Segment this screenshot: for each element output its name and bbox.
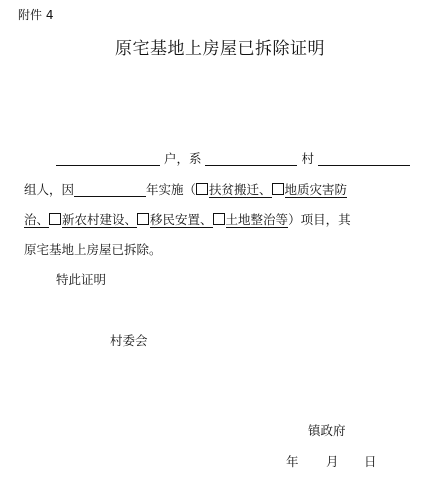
checkbox-fupin[interactable] xyxy=(196,183,208,195)
option-tudi: 土地整治等 xyxy=(225,212,289,227)
date-day: 日 xyxy=(364,454,377,469)
zu-yin-text: 组人，因 xyxy=(24,182,75,197)
cun-text: 村 xyxy=(301,151,314,166)
option-dizhi: 地质灾害防 xyxy=(284,182,348,197)
body-line-2 xyxy=(24,181,347,199)
option-xinnongcun: 新农村建设、 xyxy=(62,212,138,227)
option-dizhi-cont: 治、 xyxy=(24,212,50,227)
date-month: 月 xyxy=(326,454,339,469)
checkbox-tudi[interactable] xyxy=(213,213,225,225)
checkbox-xinnongcun[interactable] xyxy=(49,213,61,225)
date-year: 年 xyxy=(286,454,299,469)
village-name-blank[interactable] xyxy=(205,151,297,166)
year-blank[interactable] xyxy=(74,182,146,197)
body-line-4: 原宅基地上房屋已拆除。 xyxy=(24,242,162,257)
hu-text: 户，系 xyxy=(163,151,202,166)
body-line-1 xyxy=(56,150,410,168)
nian-shishi-text: 年实施（ xyxy=(146,182,197,197)
town-government-label: 镇政府 xyxy=(308,423,346,438)
body-line-3 xyxy=(24,211,351,229)
checkbox-dizhi[interactable] xyxy=(272,183,284,195)
village-committee-label: 村委会 xyxy=(110,333,148,348)
xiangmu-text: ）项目，其 xyxy=(288,212,351,227)
option-yimin: 移民安置、 xyxy=(150,212,213,227)
group-blank[interactable] xyxy=(318,151,410,166)
certify-text: 特此证明 xyxy=(56,272,107,287)
document-title: 原宅基地上房屋已拆除证明 xyxy=(115,39,325,59)
checkbox-yimin[interactable] xyxy=(137,213,149,225)
attachment-label: 附件 4 xyxy=(18,8,54,22)
name-blank[interactable] xyxy=(56,151,160,166)
option-fupin: 扶贫搬迁、 xyxy=(209,182,272,197)
